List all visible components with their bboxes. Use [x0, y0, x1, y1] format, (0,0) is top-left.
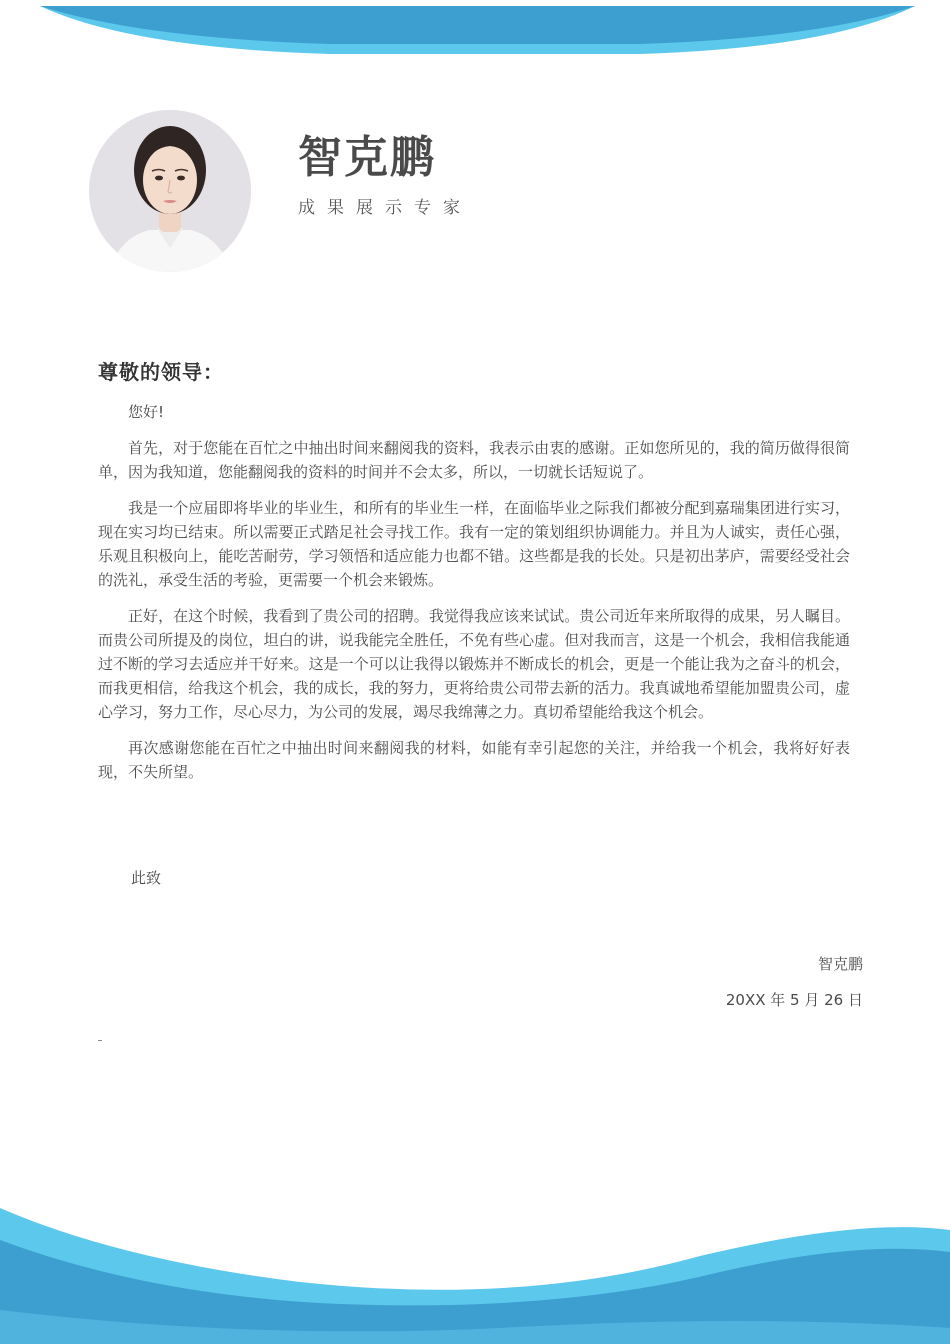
paragraph-closing-thanks: 再次感谢您能在百忙之中抽出时间来翻阅我的材料，如能有幸引起您的关注，并给我一个机会，我将好好表现，不失所望。 [98, 739, 850, 781]
avatar [89, 110, 251, 272]
signature-name: 智克鹏 [817, 955, 863, 973]
stray-mark [98, 1040, 102, 1041]
paragraph-thanks: 首先，对于您能在百忙之中抽出时间来翻阅我的资料，我表示由衷的感谢。正如您所见的，我的简历做得很简单，因为我知道，您能翻阅我的资料的时间并不会太多，所以，一切就长话短说了。 [98, 439, 850, 481]
top-wave-decoration [0, 0, 950, 70]
signature-date: 20XX 年 5 月 26 日 [725, 991, 863, 1009]
portrait-image [89, 110, 251, 272]
applicant-name: 智克鹏 [298, 132, 436, 183]
applicant-title: 成果展示专家 [298, 198, 472, 218]
letter-body [98, 400, 850, 796]
bottom-wave-decoration [0, 1200, 950, 1344]
letter-closing: 此致 [131, 869, 162, 887]
paragraph-hello: 您好! [128, 403, 165, 421]
letter-greeting: 尊敬的领导： [98, 360, 224, 384]
paragraph-motivation: 正好，在这个时候，我看到了贵公司的招聘。我觉得我应该来试试。贵公司近年来所取得的成果，另人瞩目。而贵公司所提及的岗位，坦白的讲，说我能完全胜任，不免有些心虚。但对我而言，这是一个机会，我相信我能通过不断的学习去适应并干好来。这是一个可以让我得以锻炼并不断成长的机会，更是一个能让我为之奋斗的机会，而我更相信，给我这个机会，我的成长，我的努力，更将给贵公司带去新的活力。我真诚地希望能加盟贵公司，虚心学习，努力工作，尽心尽力，为公司的发展，竭尽我绵薄之力。真切希望能给我这个机会。 [98, 607, 850, 721]
paragraph-introduction: 我是一个应届即将毕业的毕业生，和所有的毕业生一样，在面临毕业之际我们都被分配到嘉瑞集团进行实习，现在实习均已结束。所以需要正式踏足社会寻找工作。我有一定的策划组织协调能力。并且为人诚实，责任心强，乐观且积极向上，能吃苦耐劳，学习领悟和适应能力也都不错。这些都是我的长处。只是初出茅庐，需要经受社会的洗礼，承受生活的考验，更需要一个机会来锻炼。 [98, 499, 850, 589]
